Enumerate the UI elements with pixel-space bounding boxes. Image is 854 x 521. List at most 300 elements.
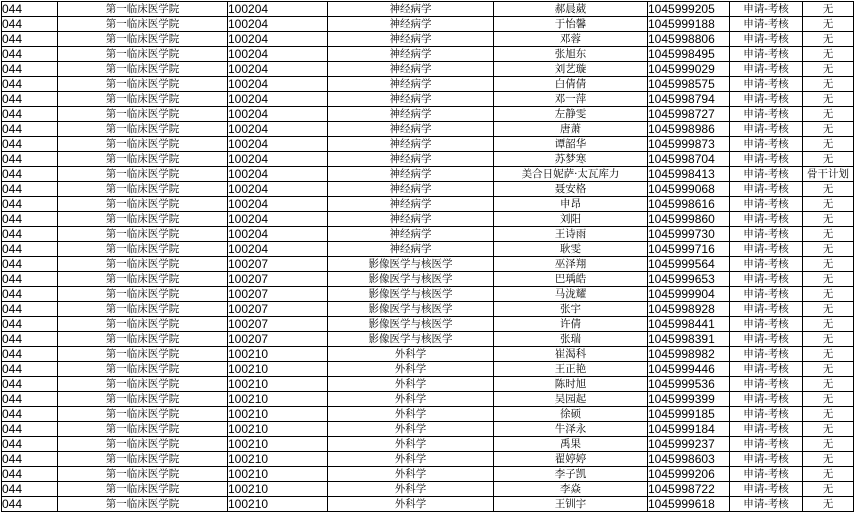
table-row xyxy=(2,302,854,317)
student-name-cell: 于怡馨 xyxy=(494,17,648,32)
special-plan-cell: 无 xyxy=(803,77,854,92)
exam-id-cell: 1045999205 xyxy=(648,2,730,17)
exam-id-cell: 1045998441 xyxy=(648,317,730,332)
special-plan-cell: 无 xyxy=(803,122,854,137)
college-name-cell: 第一临床医学院 xyxy=(58,212,228,227)
college-name-cell: 第一临床医学院 xyxy=(58,227,228,242)
unit-code-cell: 044 xyxy=(2,317,58,332)
major-name-cell: 外科学 xyxy=(328,347,494,362)
admission-method-cell: 申请-考核 xyxy=(730,272,803,287)
major-code-cell: 100207 xyxy=(228,332,328,347)
exam-id-cell: 1045999904 xyxy=(648,287,730,302)
special-plan-cell: 无 xyxy=(803,197,854,212)
college-name-cell: 第一临床医学院 xyxy=(58,317,228,332)
student-name-cell: 马泷耀 xyxy=(494,287,648,302)
special-plan-cell: 无 xyxy=(803,137,854,152)
admission-method-cell: 申请-考核 xyxy=(730,47,803,62)
student-name-cell: 唐萧 xyxy=(494,122,648,137)
major-name-cell: 神经病学 xyxy=(328,92,494,107)
major-name-cell: 外科学 xyxy=(328,497,494,512)
major-name-cell: 外科学 xyxy=(328,437,494,452)
major-name-cell: 外科学 xyxy=(328,422,494,437)
major-name-cell: 神经病学 xyxy=(328,182,494,197)
college-name-cell: 第一临床医学院 xyxy=(58,452,228,467)
exam-id-cell: 1045998928 xyxy=(648,302,730,317)
table-row xyxy=(2,467,854,482)
major-name-cell: 外科学 xyxy=(328,392,494,407)
exam-id-cell: 1045998495 xyxy=(648,47,730,62)
admission-method-cell: 申请-考核 xyxy=(730,122,803,137)
major-code-cell: 100210 xyxy=(228,497,328,512)
unit-code-cell: 044 xyxy=(2,227,58,242)
admission-method-cell: 申请-考核 xyxy=(730,362,803,377)
unit-code-cell: 044 xyxy=(2,287,58,302)
major-code-cell: 100204 xyxy=(228,17,328,32)
college-name-cell: 第一临床医学院 xyxy=(58,77,228,92)
admission-method-cell: 申请-考核 xyxy=(730,452,803,467)
major-name-cell: 神经病学 xyxy=(328,152,494,167)
college-name-cell: 第一临床医学院 xyxy=(58,422,228,437)
student-name-cell: 牛泽永 xyxy=(494,422,648,437)
table-row xyxy=(2,377,854,392)
exam-id-cell: 1045999564 xyxy=(648,257,730,272)
table-row xyxy=(2,2,854,17)
special-plan-cell: 无 xyxy=(803,437,854,452)
table-row xyxy=(2,17,854,32)
admission-method-cell: 申请-考核 xyxy=(730,257,803,272)
special-plan-cell: 无 xyxy=(803,362,854,377)
student-name-cell: 王诗雨 xyxy=(494,227,648,242)
major-name-cell: 神经病学 xyxy=(328,137,494,152)
major-code-cell: 100204 xyxy=(228,62,328,77)
table-row xyxy=(2,257,854,272)
exam-id-cell: 1045998575 xyxy=(648,77,730,92)
major-name-cell: 影像医学与核医学 xyxy=(328,272,494,287)
major-name-cell: 神经病学 xyxy=(328,107,494,122)
unit-code-cell: 044 xyxy=(2,152,58,167)
table-row xyxy=(2,362,854,377)
student-name-cell: 巫泽翔 xyxy=(494,257,648,272)
exam-id-cell: 1045999206 xyxy=(648,467,730,482)
major-code-cell: 100204 xyxy=(228,77,328,92)
student-name-cell: 吴园起 xyxy=(494,392,648,407)
major-code-cell: 100204 xyxy=(228,92,328,107)
exam-id-cell: 1045998806 xyxy=(648,32,730,47)
admission-method-cell: 申请-考核 xyxy=(730,167,803,182)
exam-id-cell: 1045998704 xyxy=(648,152,730,167)
special-plan-cell: 无 xyxy=(803,302,854,317)
admission-list-table xyxy=(1,1,854,512)
major-code-cell: 100210 xyxy=(228,482,328,497)
admission-method-cell: 申请-考核 xyxy=(730,182,803,197)
student-name-cell: 谭韶华 xyxy=(494,137,648,152)
admission-method-cell: 申请-考核 xyxy=(730,407,803,422)
special-plan-cell: 无 xyxy=(803,92,854,107)
major-name-cell: 影像医学与核医学 xyxy=(328,287,494,302)
major-code-cell: 100210 xyxy=(228,347,328,362)
unit-code-cell: 044 xyxy=(2,197,58,212)
major-code-cell: 100204 xyxy=(228,47,328,62)
special-plan-cell: 无 xyxy=(803,272,854,287)
unit-code-cell: 044 xyxy=(2,47,58,62)
special-plan-cell: 无 xyxy=(803,287,854,302)
exam-id-cell: 1045998986 xyxy=(648,122,730,137)
college-name-cell: 第一临床医学院 xyxy=(58,467,228,482)
exam-id-cell: 1045998727 xyxy=(648,107,730,122)
table-row xyxy=(2,227,854,242)
exam-id-cell: 1045999860 xyxy=(648,212,730,227)
major-name-cell: 外科学 xyxy=(328,362,494,377)
student-name-cell: 郝晨葳 xyxy=(494,2,648,17)
major-name-cell: 神经病学 xyxy=(328,62,494,77)
major-name-cell: 外科学 xyxy=(328,377,494,392)
exam-id-cell: 1045999237 xyxy=(648,437,730,452)
unit-code-cell: 044 xyxy=(2,182,58,197)
major-code-cell: 100207 xyxy=(228,302,328,317)
major-code-cell: 100207 xyxy=(228,317,328,332)
special-plan-cell: 无 xyxy=(803,467,854,482)
admission-method-cell: 申请-考核 xyxy=(730,212,803,227)
college-name-cell: 第一临床医学院 xyxy=(58,377,228,392)
special-plan-cell: 无 xyxy=(803,182,854,197)
college-name-cell: 第一临床医学院 xyxy=(58,167,228,182)
exam-id-cell: 1045998722 xyxy=(648,482,730,497)
major-name-cell: 神经病学 xyxy=(328,212,494,227)
major-code-cell: 100204 xyxy=(228,227,328,242)
admission-method-cell: 申请-考核 xyxy=(730,92,803,107)
major-code-cell: 100207 xyxy=(228,257,328,272)
major-code-cell: 100204 xyxy=(228,107,328,122)
unit-code-cell: 044 xyxy=(2,122,58,137)
college-name-cell: 第一临床医学院 xyxy=(58,137,228,152)
admission-method-cell: 申请-考核 xyxy=(730,242,803,257)
unit-code-cell: 044 xyxy=(2,212,58,227)
table-row xyxy=(2,182,854,197)
major-name-cell: 外科学 xyxy=(328,452,494,467)
major-code-cell: 100210 xyxy=(228,422,328,437)
admission-method-cell: 申请-考核 xyxy=(730,152,803,167)
exam-id-cell: 1045998603 xyxy=(648,452,730,467)
college-name-cell: 第一临床医学院 xyxy=(58,347,228,362)
table-row xyxy=(2,77,854,92)
table-row xyxy=(2,287,854,302)
exam-id-cell: 1045999068 xyxy=(648,182,730,197)
student-name-cell: 申昂 xyxy=(494,197,648,212)
major-name-cell: 神经病学 xyxy=(328,197,494,212)
exam-id-cell: 1045999185 xyxy=(648,407,730,422)
college-name-cell: 第一临床医学院 xyxy=(58,182,228,197)
unit-code-cell: 044 xyxy=(2,332,58,347)
special-plan-cell: 无 xyxy=(803,452,854,467)
major-name-cell: 神经病学 xyxy=(328,122,494,137)
college-name-cell: 第一临床医学院 xyxy=(58,32,228,47)
table-row xyxy=(2,497,854,512)
student-name-cell: 张旭东 xyxy=(494,47,648,62)
major-code-cell: 100207 xyxy=(228,272,328,287)
admission-method-cell: 申请-考核 xyxy=(730,77,803,92)
student-name-cell: 邓一萍 xyxy=(494,92,648,107)
table-row xyxy=(2,32,854,47)
special-plan-cell: 无 xyxy=(803,107,854,122)
college-name-cell: 第一临床医学院 xyxy=(58,47,228,62)
college-name-cell: 第一临床医学院 xyxy=(58,152,228,167)
major-code-cell: 100204 xyxy=(228,242,328,257)
student-name-cell: 徐硕 xyxy=(494,407,648,422)
admission-method-cell: 申请-考核 xyxy=(730,2,803,17)
admission-method-cell: 申请-考核 xyxy=(730,392,803,407)
table-row xyxy=(2,272,854,287)
major-name-cell: 神经病学 xyxy=(328,2,494,17)
table-row xyxy=(2,452,854,467)
major-code-cell: 100204 xyxy=(228,122,328,137)
admission-method-cell: 申请-考核 xyxy=(730,422,803,437)
unit-code-cell: 044 xyxy=(2,407,58,422)
table-row xyxy=(2,482,854,497)
major-name-cell: 神经病学 xyxy=(328,77,494,92)
college-name-cell: 第一临床医学院 xyxy=(58,242,228,257)
exam-id-cell: 1045998794 xyxy=(648,92,730,107)
table-row xyxy=(2,122,854,137)
college-name-cell: 第一临床医学院 xyxy=(58,437,228,452)
special-plan-cell: 无 xyxy=(803,377,854,392)
table-row xyxy=(2,152,854,167)
student-name-cell: 邓蓉 xyxy=(494,32,648,47)
unit-code-cell: 044 xyxy=(2,302,58,317)
major-name-cell: 神经病学 xyxy=(328,47,494,62)
major-name-cell: 影像医学与核医学 xyxy=(328,302,494,317)
special-plan-cell: 无 xyxy=(803,2,854,17)
major-name-cell: 神经病学 xyxy=(328,17,494,32)
major-code-cell: 100204 xyxy=(228,182,328,197)
major-name-cell: 神经病学 xyxy=(328,32,494,47)
unit-code-cell: 044 xyxy=(2,392,58,407)
unit-code-cell: 044 xyxy=(2,77,58,92)
unit-code-cell: 044 xyxy=(2,467,58,482)
major-code-cell: 100204 xyxy=(228,167,328,182)
special-plan-cell: 无 xyxy=(803,32,854,47)
admission-method-cell: 申请-考核 xyxy=(730,287,803,302)
unit-code-cell: 044 xyxy=(2,422,58,437)
student-name-cell: 刘艺璇 xyxy=(494,62,648,77)
college-name-cell: 第一临床医学院 xyxy=(58,302,228,317)
student-name-cell: 崔渴科 xyxy=(494,347,648,362)
table-row xyxy=(2,92,854,107)
table-row xyxy=(2,107,854,122)
unit-code-cell: 044 xyxy=(2,482,58,497)
exam-id-cell: 1045999716 xyxy=(648,242,730,257)
college-name-cell: 第一临床医学院 xyxy=(58,197,228,212)
unit-code-cell: 044 xyxy=(2,92,58,107)
special-plan-cell: 无 xyxy=(803,212,854,227)
college-name-cell: 第一临床医学院 xyxy=(58,272,228,287)
college-name-cell: 第一临床医学院 xyxy=(58,92,228,107)
special-plan-cell: 无 xyxy=(803,482,854,497)
unit-code-cell: 044 xyxy=(2,452,58,467)
exam-id-cell: 1045998982 xyxy=(648,347,730,362)
table-row xyxy=(2,347,854,362)
special-plan-cell: 无 xyxy=(803,242,854,257)
college-name-cell: 第一临床医学院 xyxy=(58,2,228,17)
student-name-cell: 刘阳 xyxy=(494,212,648,227)
student-name-cell: 张瑞 xyxy=(494,332,648,347)
student-name-cell: 白倩倩 xyxy=(494,77,648,92)
unit-code-cell: 044 xyxy=(2,497,58,512)
major-code-cell: 100207 xyxy=(228,287,328,302)
student-name-cell: 李子凯 xyxy=(494,467,648,482)
exam-id-cell: 1045999029 xyxy=(648,62,730,77)
admission-method-cell: 申请-考核 xyxy=(730,467,803,482)
unit-code-cell: 044 xyxy=(2,242,58,257)
exam-id-cell: 1045999536 xyxy=(648,377,730,392)
unit-code-cell: 044 xyxy=(2,107,58,122)
special-plan-cell: 骨干计划 xyxy=(803,167,854,182)
admission-method-cell: 申请-考核 xyxy=(730,317,803,332)
table-row xyxy=(2,197,854,212)
exam-id-cell: 1045999873 xyxy=(648,137,730,152)
special-plan-cell: 无 xyxy=(803,392,854,407)
exam-id-cell: 1045998391 xyxy=(648,332,730,347)
exam-id-cell: 1045999446 xyxy=(648,362,730,377)
special-plan-cell: 无 xyxy=(803,227,854,242)
admission-method-cell: 申请-考核 xyxy=(730,107,803,122)
exam-id-cell: 1045998616 xyxy=(648,197,730,212)
admission-method-cell: 申请-考核 xyxy=(730,227,803,242)
college-name-cell: 第一临床医学院 xyxy=(58,392,228,407)
student-name-cell: 王钏宇 xyxy=(494,497,648,512)
unit-code-cell: 044 xyxy=(2,62,58,77)
unit-code-cell: 044 xyxy=(2,167,58,182)
admission-method-cell: 申请-考核 xyxy=(730,437,803,452)
student-name-cell: 王正艳 xyxy=(494,362,648,377)
major-code-cell: 100204 xyxy=(228,2,328,17)
college-name-cell: 第一临床医学院 xyxy=(58,122,228,137)
special-plan-cell: 无 xyxy=(803,62,854,77)
table-row xyxy=(2,317,854,332)
college-name-cell: 第一临床医学院 xyxy=(58,17,228,32)
table-row xyxy=(2,212,854,227)
admission-method-cell: 申请-考核 xyxy=(730,197,803,212)
unit-code-cell: 044 xyxy=(2,257,58,272)
student-name-cell: 聂安格 xyxy=(494,182,648,197)
major-name-cell: 神经病学 xyxy=(328,167,494,182)
table-body xyxy=(2,2,854,512)
special-plan-cell: 无 xyxy=(803,152,854,167)
special-plan-cell: 无 xyxy=(803,257,854,272)
major-name-cell: 神经病学 xyxy=(328,227,494,242)
major-code-cell: 100204 xyxy=(228,32,328,47)
admission-method-cell: 申请-考核 xyxy=(730,497,803,512)
major-code-cell: 100210 xyxy=(228,407,328,422)
major-name-cell: 外科学 xyxy=(328,467,494,482)
table-row xyxy=(2,242,854,257)
admission-method-cell: 申请-考核 xyxy=(730,32,803,47)
admission-method-cell: 申请-考核 xyxy=(730,347,803,362)
unit-code-cell: 044 xyxy=(2,362,58,377)
exam-id-cell: 1045998413 xyxy=(648,167,730,182)
table-row xyxy=(2,332,854,347)
major-name-cell: 影像医学与核医学 xyxy=(328,317,494,332)
table-row xyxy=(2,422,854,437)
table-row xyxy=(2,437,854,452)
college-name-cell: 第一临床医学院 xyxy=(58,497,228,512)
student-name-cell: 禹果 xyxy=(494,437,648,452)
college-name-cell: 第一临床医学院 xyxy=(58,362,228,377)
table-row xyxy=(2,407,854,422)
college-name-cell: 第一临床医学院 xyxy=(58,482,228,497)
unit-code-cell: 044 xyxy=(2,32,58,47)
unit-code-cell: 044 xyxy=(2,347,58,362)
major-code-cell: 100210 xyxy=(228,467,328,482)
special-plan-cell: 无 xyxy=(803,422,854,437)
student-name-cell: 翟婷婷 xyxy=(494,452,648,467)
admission-method-cell: 申请-考核 xyxy=(730,302,803,317)
major-code-cell: 100210 xyxy=(228,377,328,392)
unit-code-cell: 044 xyxy=(2,272,58,287)
student-name-cell: 耿雯 xyxy=(494,242,648,257)
unit-code-cell: 044 xyxy=(2,2,58,17)
special-plan-cell: 无 xyxy=(803,47,854,62)
student-name-cell: 美合日妮萨·太瓦库力 xyxy=(494,167,648,182)
college-name-cell: 第一临床医学院 xyxy=(58,107,228,122)
major-code-cell: 100210 xyxy=(228,392,328,407)
table-row xyxy=(2,167,854,182)
college-name-cell: 第一临床医学院 xyxy=(58,407,228,422)
major-code-cell: 100204 xyxy=(228,197,328,212)
admission-method-cell: 申请-考核 xyxy=(730,17,803,32)
major-code-cell: 100210 xyxy=(228,362,328,377)
unit-code-cell: 044 xyxy=(2,437,58,452)
student-name-cell: 巴瑀皓 xyxy=(494,272,648,287)
table-row xyxy=(2,47,854,62)
student-name-cell: 左静雯 xyxy=(494,107,648,122)
exam-id-cell: 1045999188 xyxy=(648,17,730,32)
special-plan-cell: 无 xyxy=(803,317,854,332)
major-name-cell: 外科学 xyxy=(328,407,494,422)
table-row xyxy=(2,137,854,152)
college-name-cell: 第一临床医学院 xyxy=(58,287,228,302)
major-name-cell: 影像医学与核医学 xyxy=(328,332,494,347)
major-name-cell: 影像医学与核医学 xyxy=(328,257,494,272)
exam-id-cell: 1045999653 xyxy=(648,272,730,287)
special-plan-cell: 无 xyxy=(803,497,854,512)
special-plan-cell: 无 xyxy=(803,347,854,362)
student-name-cell: 许倩 xyxy=(494,317,648,332)
special-plan-cell: 无 xyxy=(803,407,854,422)
exam-id-cell: 1045999730 xyxy=(648,227,730,242)
college-name-cell: 第一临床医学院 xyxy=(58,332,228,347)
admission-method-cell: 申请-考核 xyxy=(730,377,803,392)
major-name-cell: 神经病学 xyxy=(328,242,494,257)
student-name-cell: 张宇 xyxy=(494,302,648,317)
college-name-cell: 第一临床医学院 xyxy=(58,62,228,77)
admission-method-cell: 申请-考核 xyxy=(730,137,803,152)
college-name-cell: 第一临床医学院 xyxy=(58,257,228,272)
student-name-cell: 李焱 xyxy=(494,482,648,497)
special-plan-cell: 无 xyxy=(803,332,854,347)
student-name-cell: 苏梦寒 xyxy=(494,152,648,167)
admission-method-cell: 申请-考核 xyxy=(730,62,803,77)
major-code-cell: 100210 xyxy=(228,452,328,467)
major-name-cell: 外科学 xyxy=(328,482,494,497)
major-code-cell: 100204 xyxy=(228,137,328,152)
major-code-cell: 100204 xyxy=(228,152,328,167)
table-row xyxy=(2,392,854,407)
exam-id-cell: 1045999184 xyxy=(648,422,730,437)
special-plan-cell: 无 xyxy=(803,17,854,32)
exam-id-cell: 1045999399 xyxy=(648,392,730,407)
unit-code-cell: 044 xyxy=(2,137,58,152)
student-name-cell: 陈时旭 xyxy=(494,377,648,392)
